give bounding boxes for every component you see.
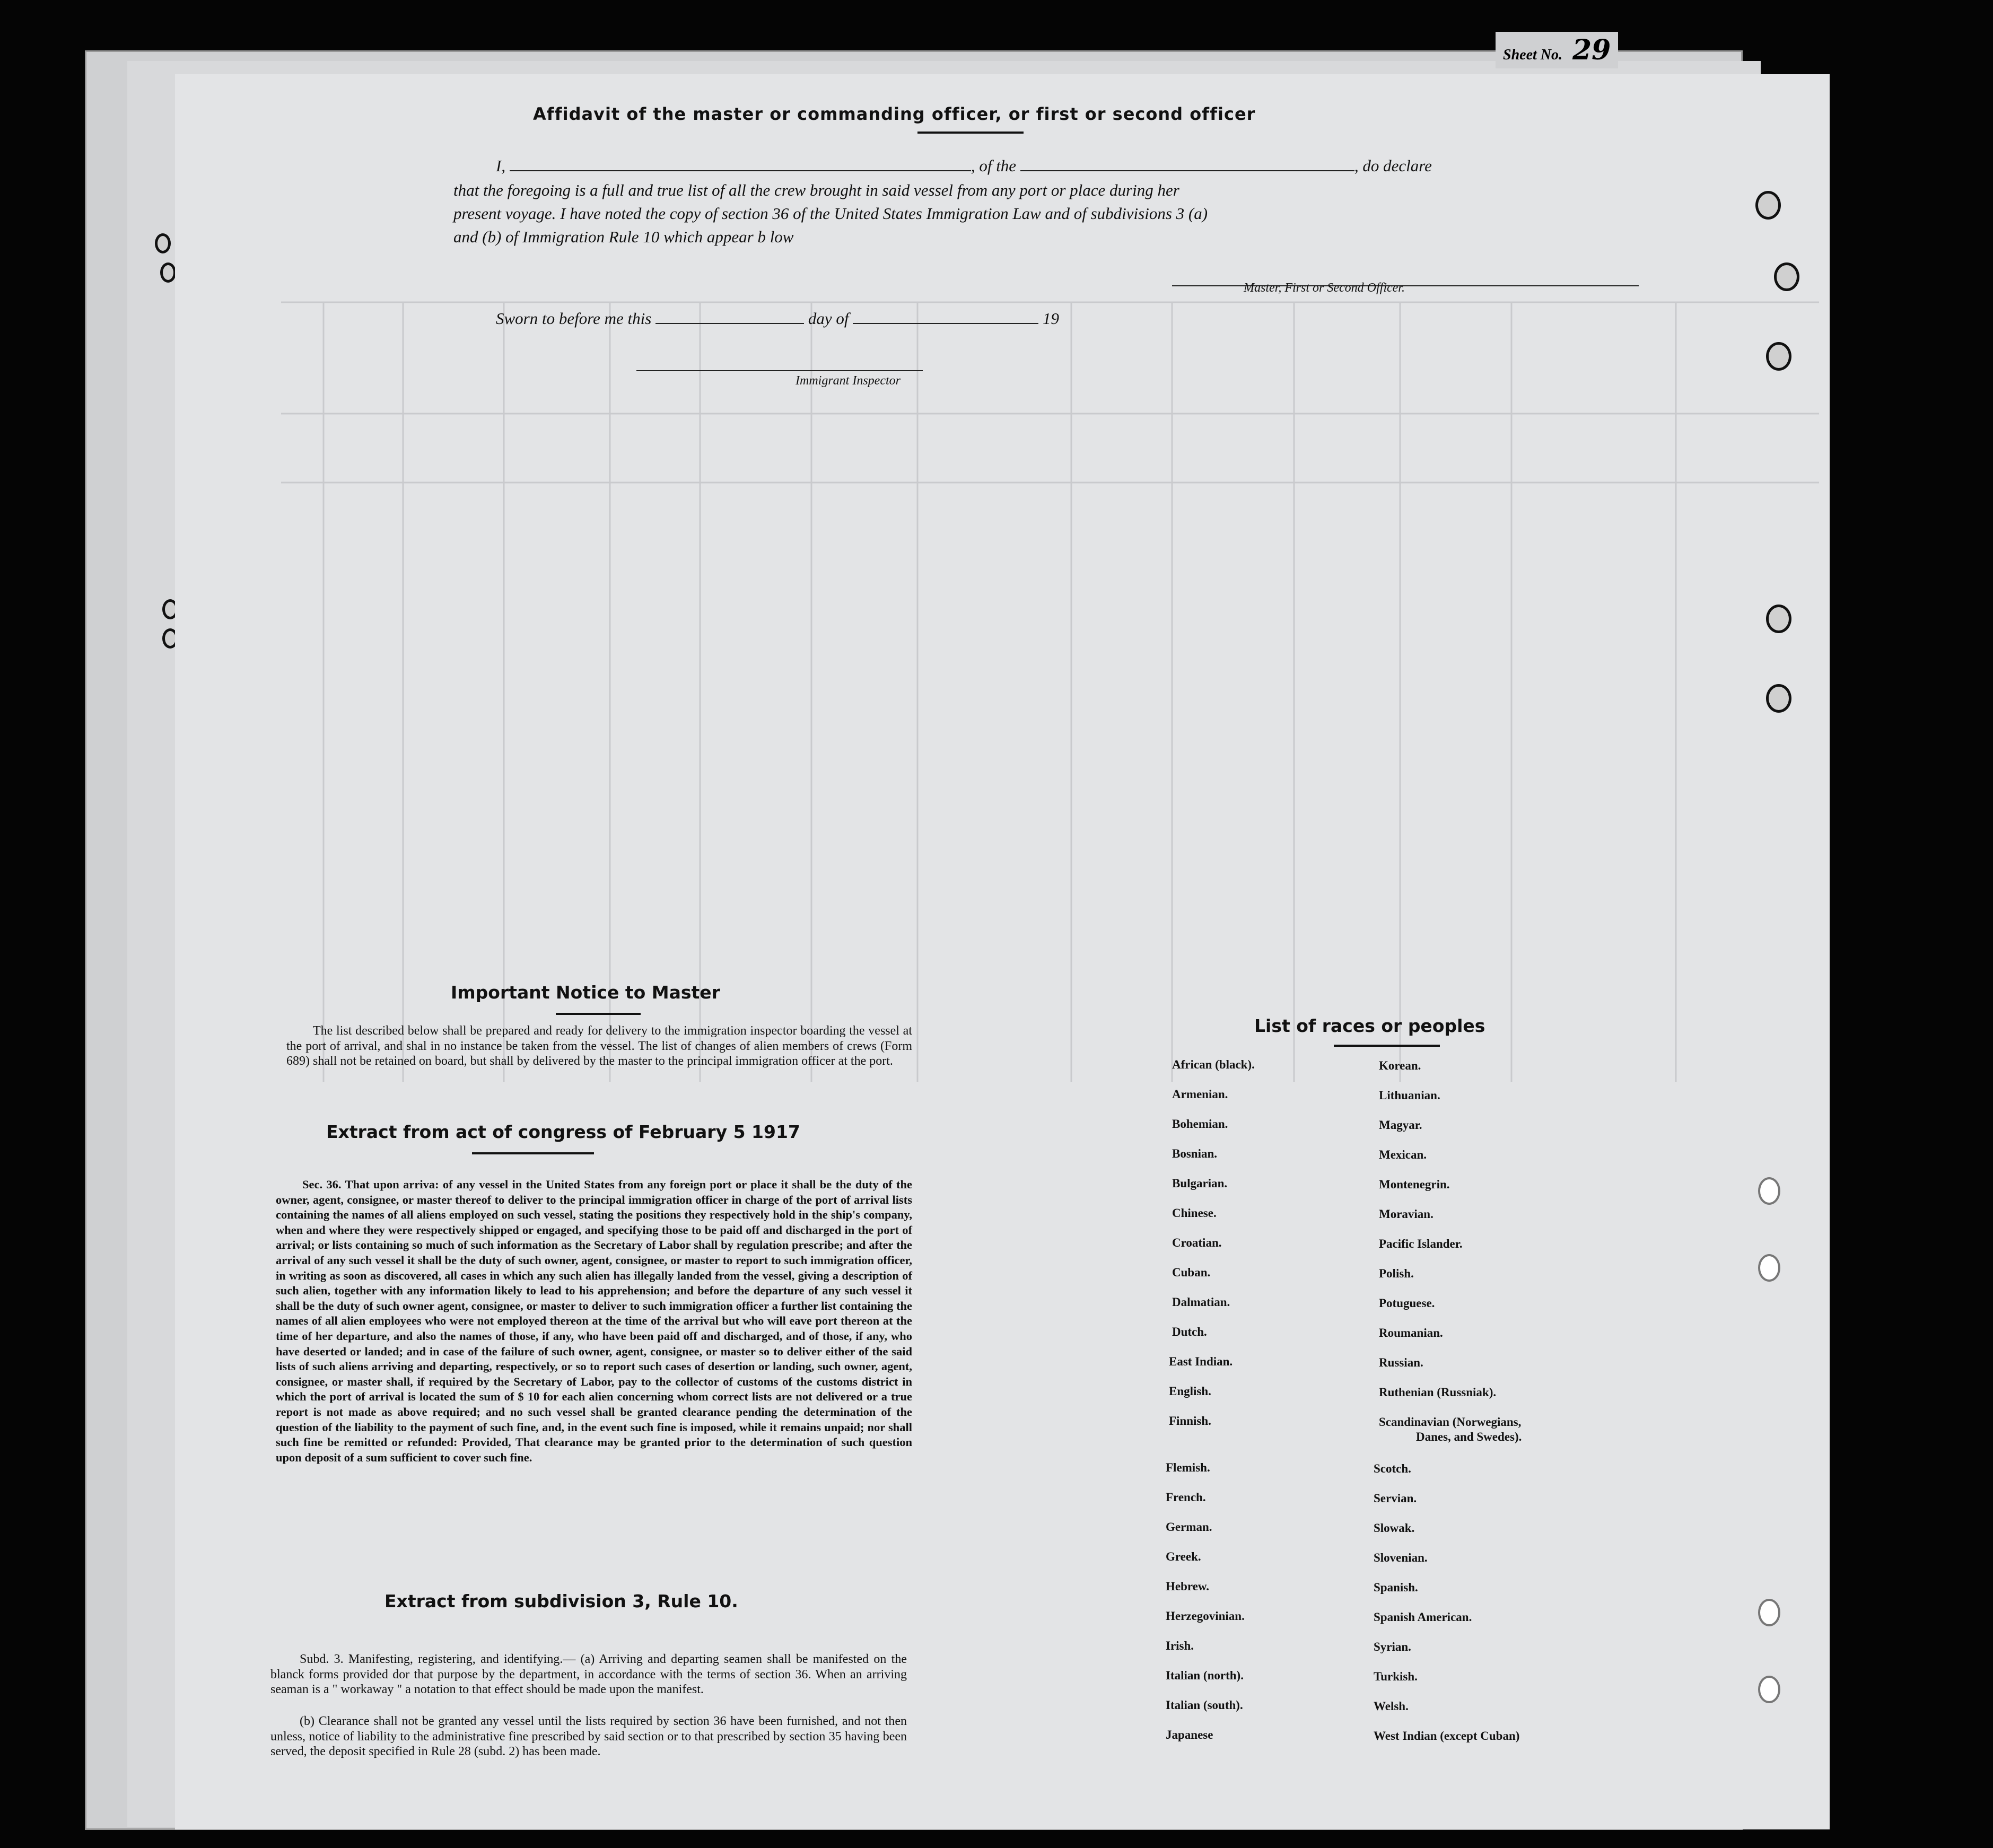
race-item: Roumanian. [1379,1326,1443,1339]
extract-rule-title: Extract from subdivision 3, Rule 10. [384,1591,738,1611]
race-item: Spanish. [1374,1581,1418,1594]
affidavit-title: Affidavit of the master or commanding officer, or first or second officer [533,104,1256,124]
race-item: West Indian (except Cuban) [1374,1729,1520,1742]
master-name-field[interactable] [510,156,971,171]
notice-title: Important Notice to Master [451,982,720,1003]
race-item: Chinese. [1172,1206,1217,1220]
affidavit-line-4: and (b) of Immigration Rule 10 which appear b low [453,227,794,246]
race-item: Ruthenian (Russniak). [1379,1386,1497,1399]
manifest-page [175,74,1830,1829]
race-item: Moravian. [1379,1207,1433,1221]
sworn-text: Sworn to before me this [496,309,652,328]
extract-act-title: Extract from act of congress of February 5 1917 [326,1122,800,1142]
race-item: Pacific Islander. [1379,1237,1463,1250]
races-title: List of races or peoples [1254,1015,1485,1036]
race-item: Bosnian. [1172,1147,1218,1160]
race-item: Scotch. [1374,1462,1411,1475]
sworn-month-field[interactable] [853,309,1038,324]
race-item: Finnish. [1169,1414,1211,1427]
race-item: Montenegrin. [1379,1178,1450,1191]
race-item: Servian. [1374,1492,1417,1505]
notice-text: The list described below shall be prepared and ready for delivery to the immigration inspector boarding the vessel at the port of arrival, and shal in no instance be taken from the vessel. The list of changes of alien members of crews (Form 689) shall not be retained on board, but shall by delivered by the master to the principal immigration officer at the port. [286,1024,912,1068]
inspector-label: Immigrant Inspector [796,374,901,388]
race-item: Syrian. [1374,1640,1411,1653]
signature-field[interactable] [1172,271,1639,286]
title-underline [917,132,1024,134]
race-item: Danes, and Swedes). [1416,1430,1522,1443]
race-item: Hebrew. [1166,1580,1209,1593]
race-item: Slovenian. [1374,1551,1428,1564]
sworn-line [496,306,1059,331]
race-item: Polish. [1379,1267,1414,1280]
affidavit-of-the: , of the [971,156,1017,175]
races-underline [1334,1045,1440,1047]
race-item: Dutch. [1172,1325,1207,1338]
punch-hole [155,233,171,253]
race-item: Lithuanian. [1379,1089,1440,1102]
race-item: Turkish. [1374,1670,1418,1683]
race-item: French. [1166,1491,1206,1504]
extract-act-text: Sec. 36. That upon arriva: of any vessel in the United States from any foreign port or place it shall be the duty of the owner, agent, consignee, or master thereof to deliver to the principal immigration officer in charge of the port of arrival lists containing the names of all aliens employed on such vessel, stating the positions they respectively hold in the ship's company, when and where they were respectively shipped or engaged, and specifying those to be paid off and discharged in the port of arrival; or lists containing so much of such information as the Secretary of Labor shall by regulation prescribe; and after the arrival of any such vessel it shall be the duty of such owner, agent, consignee, or master to report to such immigration officer, in writing as soon as discovered, all cases in which any such alien has illegally landed from the vessel, giving a description of such alien, together with any information likely to lead to his apprehension; and before the departure of any such vessel it shall be the duty of such owner agent, consignee, or master to deliver to such immigration officer a further list containing the names of all alien employees who were not employed thereon at the time of the arrival but who will eave port thereon at the time of her departure, and also the names of those, if any, who have been paid off and discharged, and of those, if any, who have deserted or landed; and in case of the failure of such owner, agent, consignee, or master so to deliver either of the said lists of such aliens arriving and departing, respectively, or so to report such cases of desertion or landing, such owner, agent, consignee, or master shall, if required by the Secretary of Labor, pay to the collector of customs of the customs district in which the port of arrival is located the sum of $ 10 for each alien concerning whom correct lists are not delivered or a true report is not made as above required; and no such vessel shall be granted clearance pending the determination of the question of the liability to the payment of such fine, and, in the event such fine is imposed, while it remains unpaid; nor shall such fine be remitted or refunded: Provided, That clearance may be granted prior to the determination of such question upon deposit of a sum sufficient to cover such fine. [276,1178,912,1464]
year-text: 19 [1042,309,1059,328]
binder-hole [1774,262,1799,291]
signature-label: Master, First or Second Officer. [1244,281,1405,295]
race-item: Flemish. [1166,1461,1210,1474]
race-item: Italian (north). [1166,1669,1244,1682]
sheet-number-value: 29 [1572,34,1611,66]
race-item: Russian. [1379,1356,1423,1369]
race-item: Mexican. [1379,1148,1427,1161]
affidavit-line-1 [496,154,1432,178]
race-item: Korean. [1379,1059,1421,1072]
extract-rule-text-b: (b) Clearance shall not be granted any vessel until the lists required by section 36 have been furnished, and not then unless, notice of liability to the administrative fine prescribed by said section or to that prescribed by section 35 having been served, the deposit specified in Rule 28 (subd. 2) has been made. [270,1714,907,1759]
affidavit-i: I, [496,156,506,175]
race-item: Magyar. [1379,1118,1422,1132]
binder-hole [1755,191,1781,220]
binder-hole [1766,342,1791,371]
race-item: East Indian. [1169,1355,1233,1368]
faint-manifest-grid [175,74,1830,1829]
affidavit-line-3: present voyage. I have noted the copy of section 36 of the United States Immigration Law and of subdivisions 3 (a) [453,204,1208,223]
sheet-number-label: Sheet No. [1503,47,1562,63]
race-item: Greek. [1166,1550,1201,1563]
race-item: Croatian. [1172,1236,1222,1249]
day-of-text: day of [808,309,849,328]
race-item: Bulgarian. [1172,1177,1228,1190]
punch-hole [1758,1676,1780,1703]
affidavit-declare: , do declare [1354,156,1432,175]
race-item: Armenian. [1172,1088,1228,1101]
race-item: Japanese [1166,1728,1213,1741]
punch-hole [1758,1177,1780,1205]
sworn-day-field[interactable] [655,309,804,324]
extract-rule-text-a: Subd. 3. Manifesting, registering, and identifying.— (a) Arriving and departing seamen shall be manifested on the blanck forms provided dor that purpose by the department, in accordance with the terms of section 36. When an arriving seaman is a " workaway " a notation to that effect should be made upon the manifest. [270,1652,907,1697]
binder-hole [1766,605,1791,633]
race-item: Cuban. [1172,1266,1211,1279]
race-item: Irish. [1166,1639,1194,1652]
race-item: Potuguese. [1379,1297,1435,1310]
affidavit-line-2: that the foregoing is a full and true list of all the crew brought in said vessel from any port or place during her [453,181,1179,199]
vessel-name-field[interactable] [1020,156,1354,171]
race-item: Slowak. [1374,1521,1415,1535]
punch-hole [1758,1254,1780,1282]
race-item: Spanish American. [1374,1610,1472,1624]
punch-hole [1758,1599,1780,1626]
race-item: Italian (south). [1166,1698,1243,1712]
binder-hole [1766,684,1791,713]
race-item: Welsh. [1374,1700,1409,1713]
race-item: English. [1169,1385,1211,1398]
punch-hole [160,262,176,283]
race-item: Herzegovinian. [1166,1609,1245,1623]
race-item: Dalmatian. [1172,1295,1230,1309]
notice-underline [556,1013,641,1015]
race-item: Bohemian. [1172,1117,1228,1131]
sheet-number [1496,32,1618,68]
race-item: African (black). [1172,1058,1255,1071]
extract-act-underline [472,1152,594,1154]
race-item: Scandinavian (Norwegians, [1379,1415,1522,1429]
race-item: German. [1166,1520,1212,1534]
